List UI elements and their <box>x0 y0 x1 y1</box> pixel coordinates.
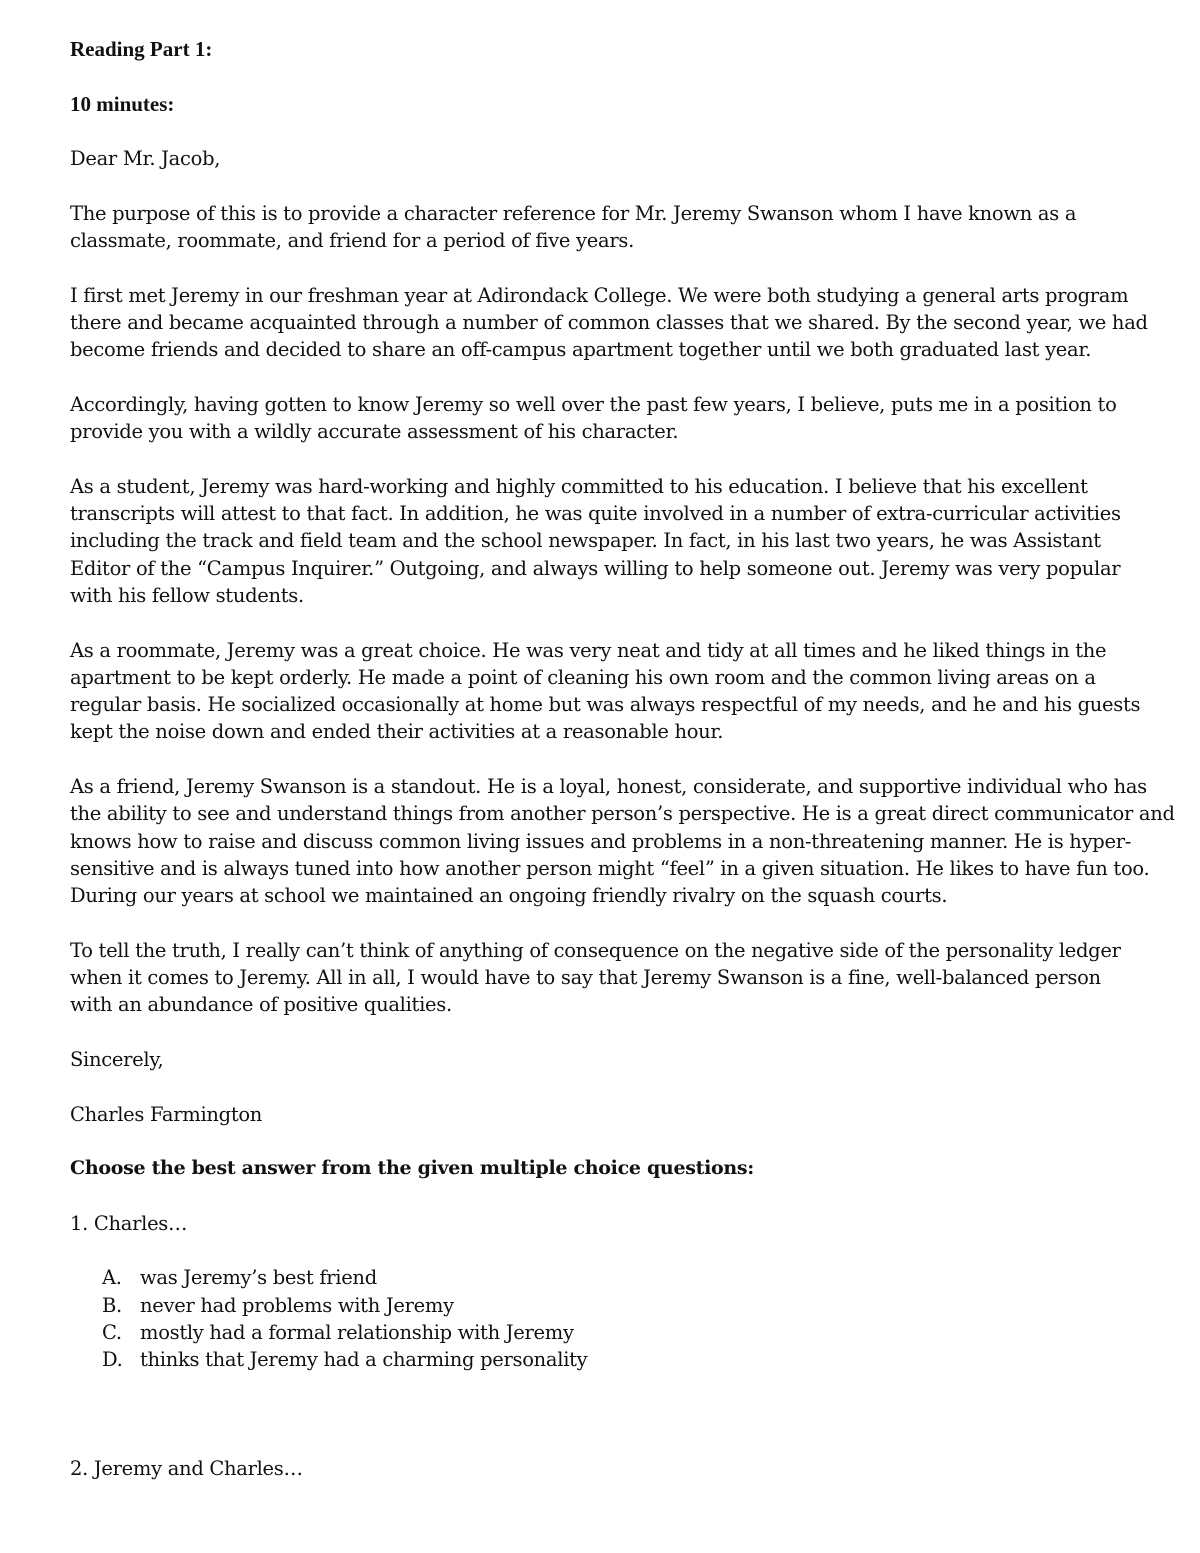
option-text: thinks that Jeremy had a charming personality <box>140 1348 588 1372</box>
option-text: mostly had a formal relationship with Jeremy <box>140 1320 574 1344</box>
option-letter: D. <box>102 1348 123 1372</box>
text-line: apartment to be kept orderly. He made a point of cleaning his own room and the common living areas on a <box>70 665 1096 689</box>
text-line: with an abundance of positive qualities. <box>70 993 452 1017</box>
text-line: During our years at school we maintained an ongoing friendly rivalry on the squash courts. <box>70 884 948 908</box>
letter-paragraph-1 <box>70 200 1150 255</box>
letter-paragraph-5 <box>70 637 1150 746</box>
answer-option-d <box>70 1346 1150 1373</box>
text-line: classmate, roommate, and friend for a period of five years. <box>70 229 634 253</box>
question-2-stem: 2. Jeremy and Charles… <box>70 1456 303 1480</box>
text-line: sensitive and is always tuned into how another person might “feel” in a given situation. He likes to have fun too. <box>70 856 1150 880</box>
answer-option-c <box>70 1319 1150 1346</box>
text-line: including the track and field team and the school newspaper. In fact, in his last two years, he was Assistant <box>70 529 1101 553</box>
letter-closing: Sincerely, <box>70 1047 164 1071</box>
letter-paragraph-7 <box>70 937 1150 1019</box>
option-text: was Jeremy’s best friend <box>140 1266 377 1290</box>
text-line: As a friend, Jeremy Swanson is a standout. He is a loyal, honest, considerate, and supportive individual who has <box>70 775 1147 799</box>
text-line: I first met Jeremy in our freshman year at Adirondack College. We were both studying a general arts program <box>70 283 1129 307</box>
time-limit: 10 minutes: <box>70 91 175 116</box>
question-1-stem: 1. Charles… <box>70 1211 188 1235</box>
text-line: with his fellow students. <box>70 583 304 607</box>
text-line: the ability to see and understand things from another person’s perspective. He is a great direct communicator and <box>70 802 1175 826</box>
text-line: Accordingly, having gotten to know Jeremy so well over the past few years, I believe, puts me in a position to <box>70 392 1117 416</box>
option-letter: B. <box>102 1293 122 1317</box>
text-line: transcripts will attest to that fact. In addition, he was quite involved in a number of extra-curricular activities <box>70 502 1121 526</box>
text-line: knows how to raise and discuss common living issues and problems in a non-threatening manner. He is hyper- <box>70 829 1132 853</box>
text-line: there and became acquainted through a number of common classes that we shared. By the second year, we had <box>70 310 1148 334</box>
page-title: Reading Part 1: <box>70 37 213 61</box>
answer-option-b <box>70 1292 1150 1319</box>
letter-signature: Charles Farmington <box>70 1102 263 1126</box>
option-letter: A. <box>102 1266 122 1290</box>
letter-paragraph-6 <box>70 773 1175 909</box>
text-line: The purpose of this is to provide a character reference for Mr. Jeremy Swanson whom I have known as a <box>70 201 1077 225</box>
answer-option-a <box>70 1264 1150 1291</box>
text-line: regular basis. He socialized occasionally at home but was always respectful of my needs, and he and his guests <box>70 693 1141 717</box>
text-line: As a roommate, Jeremy was a great choice. He was very neat and tidy at all times and he liked things in the <box>70 638 1107 662</box>
text-line: when it comes to Jeremy. All in all, I would have to say that Jeremy Swanson is a fine, well-balanced person <box>70 966 1101 990</box>
text-line: kept the noise down and ended their activities at a reasonable hour. <box>70 720 724 744</box>
option-letter: C. <box>102 1320 122 1344</box>
letter-salutation: Dear Mr. Jacob, <box>70 147 221 171</box>
question-instruction: Choose the best answer from the given multiple choice questions: <box>70 1157 755 1180</box>
text-line: provide you with a wildly accurate assessment of his character. <box>70 420 679 444</box>
text-line: As a student, Jeremy was hard-working and highly committed to his education. I believe that his excellent <box>70 474 1088 498</box>
text-line: To tell the truth, I really can’t think of anything of consequence on the negative side of the personality ledger <box>70 938 1121 962</box>
question-1-options <box>70 1264 1150 1373</box>
letter-paragraph-4 <box>70 473 1150 609</box>
letter-paragraph-3 <box>70 391 1150 446</box>
text-line: Editor of the “Campus Inquirer.” Outgoing, and always willing to help someone out. Jeremy was very popular <box>70 556 1121 580</box>
document-body <box>70 36 1175 1482</box>
text-line: become friends and decided to share an off-campus apartment together until we both graduated last year. <box>70 338 1092 362</box>
letter-paragraph-2 <box>70 282 1150 364</box>
option-text: never had problems with Jeremy <box>140 1293 454 1317</box>
